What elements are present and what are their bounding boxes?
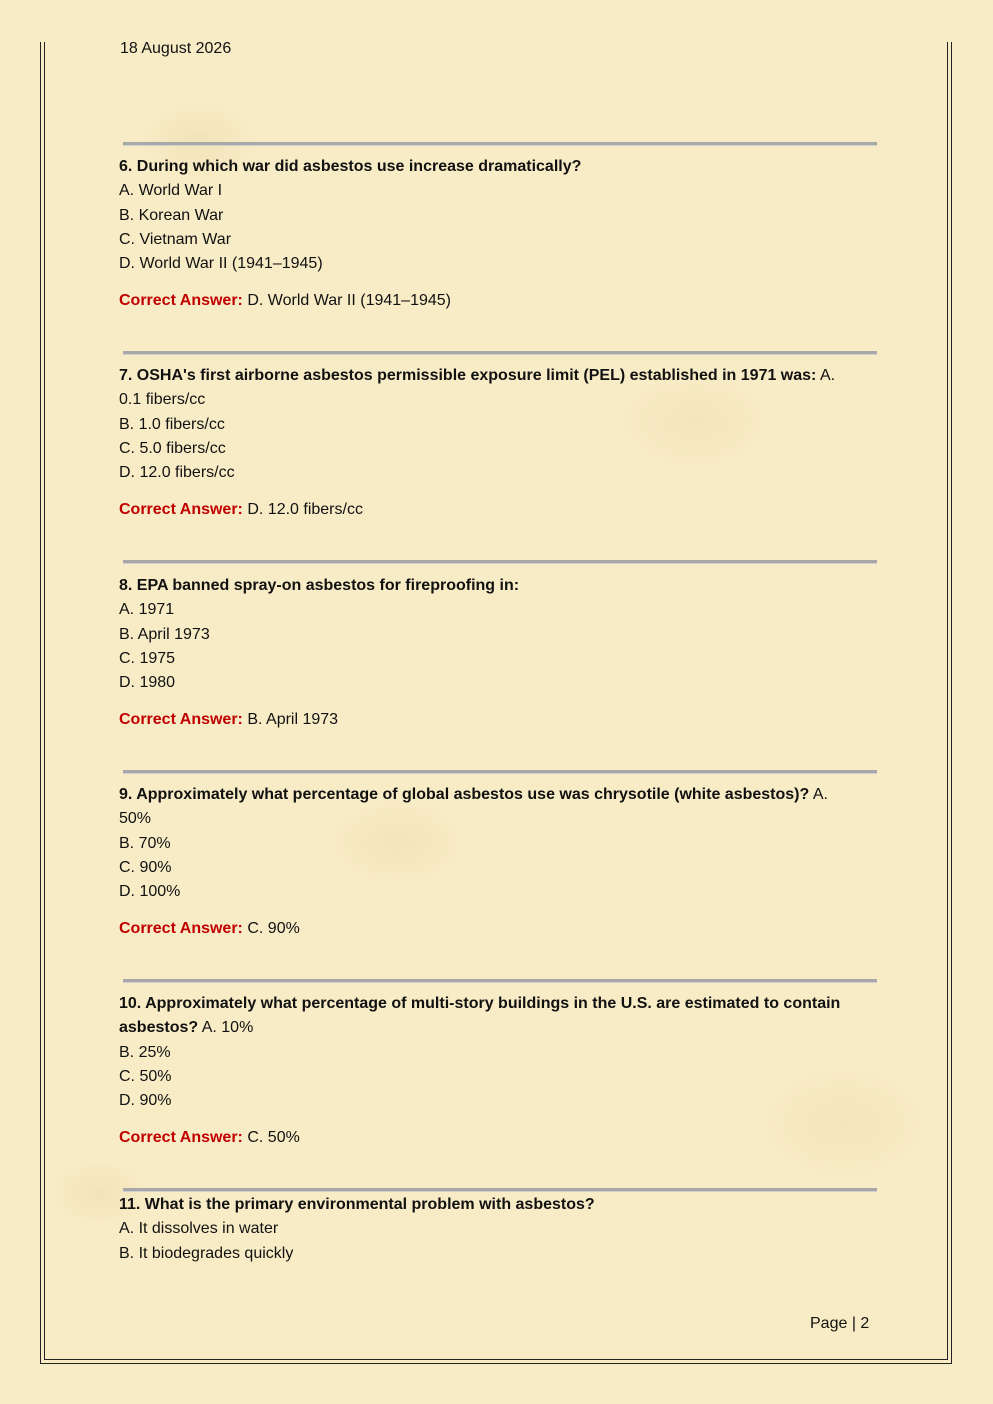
question-9 [119,783,859,904]
option: C. 50% [119,1067,172,1085]
option: D. 1980 [119,674,176,692]
correct-answer-label: Correct Answer: [119,1129,243,1146]
correct-answer-value: D. 12.0 fibers/cc [247,501,363,518]
option: A. 1971 [119,601,175,619]
question-6 [119,155,859,276]
correct-answer-value: D. World War II (1941–1945) [247,292,451,309]
correct-answer-value: C. 50% [247,1129,300,1146]
page-border-right [951,42,952,1364]
option: B. 1.0 fibers/cc [119,415,225,433]
correct-answer-label: Correct Answer: [119,920,243,937]
option: D. 100% [119,883,181,901]
correct-answer-label: Correct Answer: [119,292,243,309]
question-text: 7. OSHA's first airborne asbestos permissible exposure limit (PEL) established in 1971 was: [119,367,817,384]
page-border-left [40,42,41,1364]
option-inline: A. 50% [119,786,828,828]
correct-answer-value: B. April 1973 [247,711,339,728]
question-text: 11. What is the primary environmental problem with asbestos? [119,1196,595,1213]
question-text: 6. During which war did asbestos use increase dramatically? [119,158,582,175]
page-border-left-inner [44,42,45,1360]
option: B. It biodegrades quickly [119,1244,294,1262]
option: D. 90% [119,1092,172,1110]
header-date: 18 August 2026 [120,40,232,57]
option: B. April 1973 [119,625,210,643]
option: C. Vietnam War [119,230,232,248]
page-border-right-inner [947,42,948,1360]
page-border-bottom [40,1363,952,1364]
option-inline: A. 10% [201,1019,254,1037]
divider [123,351,877,355]
option: D. World War II (1941–1945) [119,255,323,273]
answer-7 [119,498,363,522]
answer-8 [119,708,338,732]
question-text: 9. Approximately what percentage of global asbestos use was chrysotile (white asbestos)? [119,786,810,803]
page-number: Page | 2 [810,1315,870,1332]
option: B. Korean War [119,206,224,224]
question-8 [119,574,859,695]
answer-6 [119,289,451,313]
option: A. It dissolves in water [119,1220,279,1238]
option: C. 5.0 fibers/cc [119,439,226,457]
divider [123,142,877,146]
correct-answer-value: C. 90% [247,920,300,937]
correct-answer-label: Correct Answer: [119,711,243,728]
question-11 [119,1193,859,1266]
correct-answer-label: Correct Answer: [119,501,243,518]
answer-9 [119,917,300,941]
question-7 [119,364,859,485]
option-inline: A. 0.1 fibers/cc [119,367,836,409]
option: C. 1975 [119,649,176,667]
option: C. 90% [119,858,172,876]
divider [123,560,877,564]
option: D. 12.0 fibers/cc [119,464,235,482]
divider [123,770,877,774]
divider [123,1188,877,1192]
question-10 [119,992,859,1113]
option: B. 70% [119,834,171,852]
answer-10 [119,1126,300,1150]
question-text: 10. Approximately what percentage of multi-story buildings in the U.S. are estimated to contain asbestos? [119,995,841,1037]
option: B. 25% [119,1043,171,1061]
option: A. World War I [119,182,223,200]
divider [123,979,877,983]
question-text: 8. EPA banned spray-on asbestos for fireproofing in: [119,577,520,594]
page-border-bottom-inner [44,1359,948,1360]
